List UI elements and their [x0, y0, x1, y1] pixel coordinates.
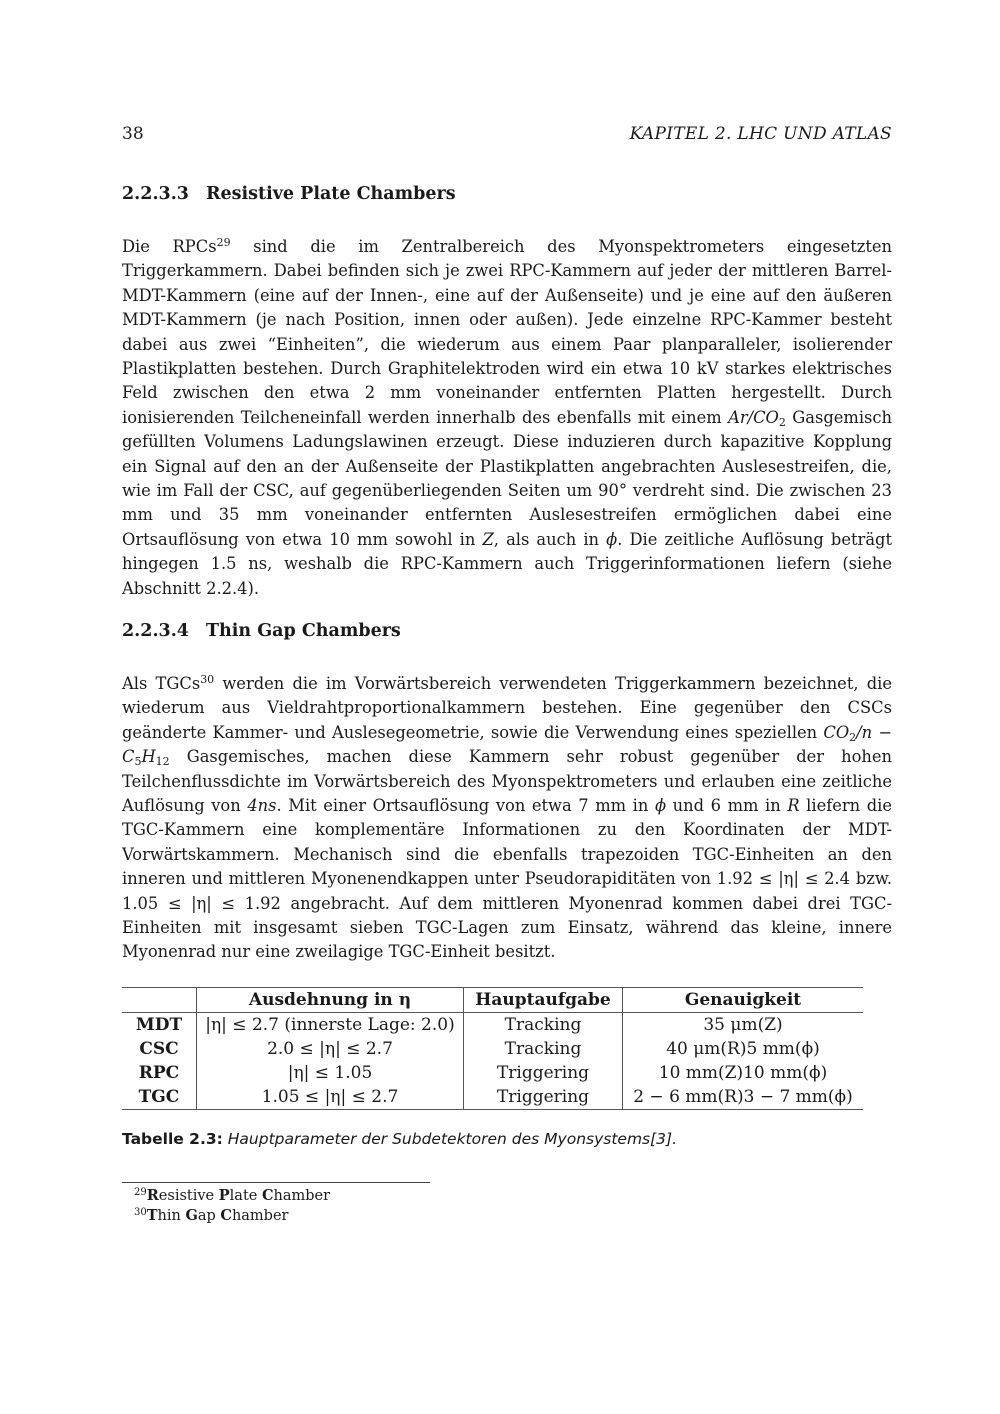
table-row [122, 1085, 863, 1110]
math-z: Z [482, 529, 494, 549]
table-cell: |η| ≤ 1.05 [197, 1061, 464, 1085]
math-phi: ϕ [654, 796, 667, 816]
table-row [122, 1013, 863, 1038]
row-label: MDT [122, 1013, 197, 1038]
text: hin [157, 1208, 186, 1224]
math-phi: ϕ [606, 529, 618, 549]
table-caption [122, 1130, 892, 1148]
table-cell: Tracking [464, 1037, 623, 1061]
math-sub: 2 [778, 415, 786, 429]
subdetector-table [122, 987, 863, 1110]
footnote-ref-29[interactable]: 29 [216, 236, 231, 249]
math-sub: 12 [155, 755, 170, 769]
row-label: TGC [122, 1085, 197, 1110]
text: , als auch in [493, 529, 607, 549]
table-cell: 10 mm(Z)10 mm(ϕ) [658, 1063, 828, 1083]
section-title: Resistive Plate Chambers [206, 184, 456, 204]
text: ap [197, 1208, 221, 1224]
math-n: /n − [856, 722, 892, 742]
text: Die RPCs [122, 237, 217, 256]
text: P [218, 1187, 230, 1204]
text: hamber [231, 1208, 289, 1224]
running-header [122, 124, 892, 148]
paragraph-tgc [122, 672, 892, 965]
text: sind die im Zentralbereich des Myonspektrometers eingesetzten Triggerkammern. Dabei befinden sich je zwei RPC-Kammern auf jeder der mittleren Barrel-MDT-Kammern (eine auf der Innen-, eine auf der Außenseite) und je eine auf den äußeren MDT-Kammern (je nach Position, innen oder außen). Jede einzelne RPC-Kammer besteht dabei aus zwei “Einheiten”, die wiederum aus einem Paar planparalleler, isolierender Plastikplatten bestehen. Durch Graphitelektroden wird ein etwa 10 kV starkes elektrisches Feld zwischen den etwa 2 mm voneinander entfernten Platten hergestellt. Durch ionisierenden Teilcheneinfall werden innerhalb des ebenfalls mit einem [122, 237, 892, 427]
footnote-divider [122, 1182, 430, 1183]
table-cell: 35 μm(Z) [703, 1015, 783, 1035]
math-r: R [787, 796, 800, 816]
section-heading-rpc [122, 184, 456, 204]
paragraph-rpc [122, 235, 892, 601]
text: esistive [158, 1188, 219, 1204]
math-co2: CO [823, 722, 850, 742]
row-label: CSC [122, 1037, 197, 1061]
math-sub: 5 [134, 755, 142, 769]
text: . Mit einer Ortsauflösung von etwa 7 mm in [276, 796, 655, 816]
text: liefern die TGC-Kammern eine komplementäre Informationen zu den Koordinaten der MDT-Vorwärtskammern. Mechanisch sind die ebenfalls trapezoiden TGC-Einheiten an den inneren und mittleren Myonenendkappen unter Pseudorapiditäten von 1.92 ≤ |η| ≤ 2.4 bzw. 1.05 ≤ |η| ≤ 1.92 angebracht. Auf dem mittleren Myonenrad kommen dabei drei TGC-Einheiten mit insgesamt sieben TGC-Lagen zum Einsatz, während das kleine, innere Myonenrad nur eine zweilagige TGC-Einheit besitzt. [122, 796, 892, 962]
text: . Die zeitliche Auflösung beträgt hingegen 1.5 ns, weshalb die RPC-Kammern auch Triggerinformationen liefern (siehe Abschnitt 2.2.4). [122, 529, 892, 598]
table-cell: 2 − 6 mm(R)3 − 7 mm(ϕ) [623, 1085, 864, 1110]
text: R [146, 1187, 159, 1204]
text: Gasgemisches, machen diese Kammern sehr robust gegenüber der hohen Teilchenflussdichte im Vorwärtsbereich des Myonspektrometers und erlauben eine zeitliche Auflösung von [122, 747, 892, 816]
text: C [220, 1207, 232, 1224]
math-c5: C [122, 747, 135, 767]
text: und 6 mm in [666, 796, 788, 816]
table-cell: |η| ≤ 2.7 (innerste Lage: 2.0) [197, 1013, 464, 1038]
section-number: 2.2.3.3 [122, 184, 189, 204]
text: G [185, 1207, 198, 1224]
chapter-title: KAPITEL 2. LHC UND ATLAS [629, 124, 892, 144]
table-row [122, 1037, 863, 1061]
table-header-cell: Ausdehnung in η [197, 988, 464, 1013]
text: Gasgemisch gefüllten Volumens Ladungslawinen erzeugt. Diese induzieren durch kapazitive Kopplung ein Signal auf den an der Außenseite der Plastikplatten angebrachten Auslesestreifen, die, wie im Fall der CSC, auf gegenüberliegenden Seiten um 90° verdreht sind. Die zwischen 23 mm und 35 mm voneinander entfernten Auslesestreifen ermöglichen dabei eine Ortsauflösung von etwa 10 mm sowohl in [122, 407, 892, 549]
math-ns: 4ns [247, 796, 277, 816]
table-cell: Triggering [464, 1085, 623, 1110]
row-label: RPC [122, 1061, 197, 1085]
text: hamber [273, 1188, 331, 1204]
footnote-number: 30 [134, 1207, 147, 1218]
table-header-cell [122, 988, 197, 1013]
table-row [122, 1061, 863, 1085]
table-cell: 1.05 ≤ |η| ≤ 2.7 [197, 1085, 464, 1110]
table-header-cell: Genauigkeit [623, 988, 864, 1013]
math-h12: H [141, 747, 156, 767]
section-title: Thin Gap Chambers [206, 621, 401, 641]
section-number: 2.2.3.4 [122, 621, 189, 641]
table-header-row [122, 988, 863, 1013]
caption-text: Hauptparameter der Subdetektoren des Myonsystems[3]. [222, 1130, 678, 1148]
footnote-30 [134, 1206, 288, 1226]
footnote-number: 29 [134, 1187, 147, 1198]
table-cell: 40 μm(R)5 mm(ϕ) [666, 1039, 820, 1059]
math-gas: Ar/CO [728, 407, 779, 427]
caption-label: Tabelle 2.3: [122, 1130, 223, 1148]
table-cell: 2.0 ≤ |η| ≤ 2.7 [197, 1037, 464, 1061]
footnote-ref-30[interactable]: 30 [200, 673, 215, 686]
text: late [229, 1188, 262, 1204]
section-heading-tgc [122, 621, 401, 641]
table-header-cell: Hauptaufgabe [464, 988, 623, 1013]
footnote-29 [134, 1186, 330, 1206]
page-number: 38 [122, 124, 144, 144]
table-cell: Triggering [464, 1061, 623, 1085]
math-sub: 2 [849, 730, 857, 744]
text: T [146, 1207, 158, 1224]
text: Als TGCs [122, 674, 201, 693]
text: C [261, 1187, 274, 1204]
text: werden die im Vorwärtsbereich verwendeten Triggerkammern bezeichnet, die wiederum aus Vieldrahtproportionalkammern bestehen. Eine gegenüber den CSCs geänderte Kammer- und Auslesegeometrie, sowie die Verwendung eines speziellen [122, 674, 892, 742]
table-cell: Tracking [464, 1013, 623, 1038]
